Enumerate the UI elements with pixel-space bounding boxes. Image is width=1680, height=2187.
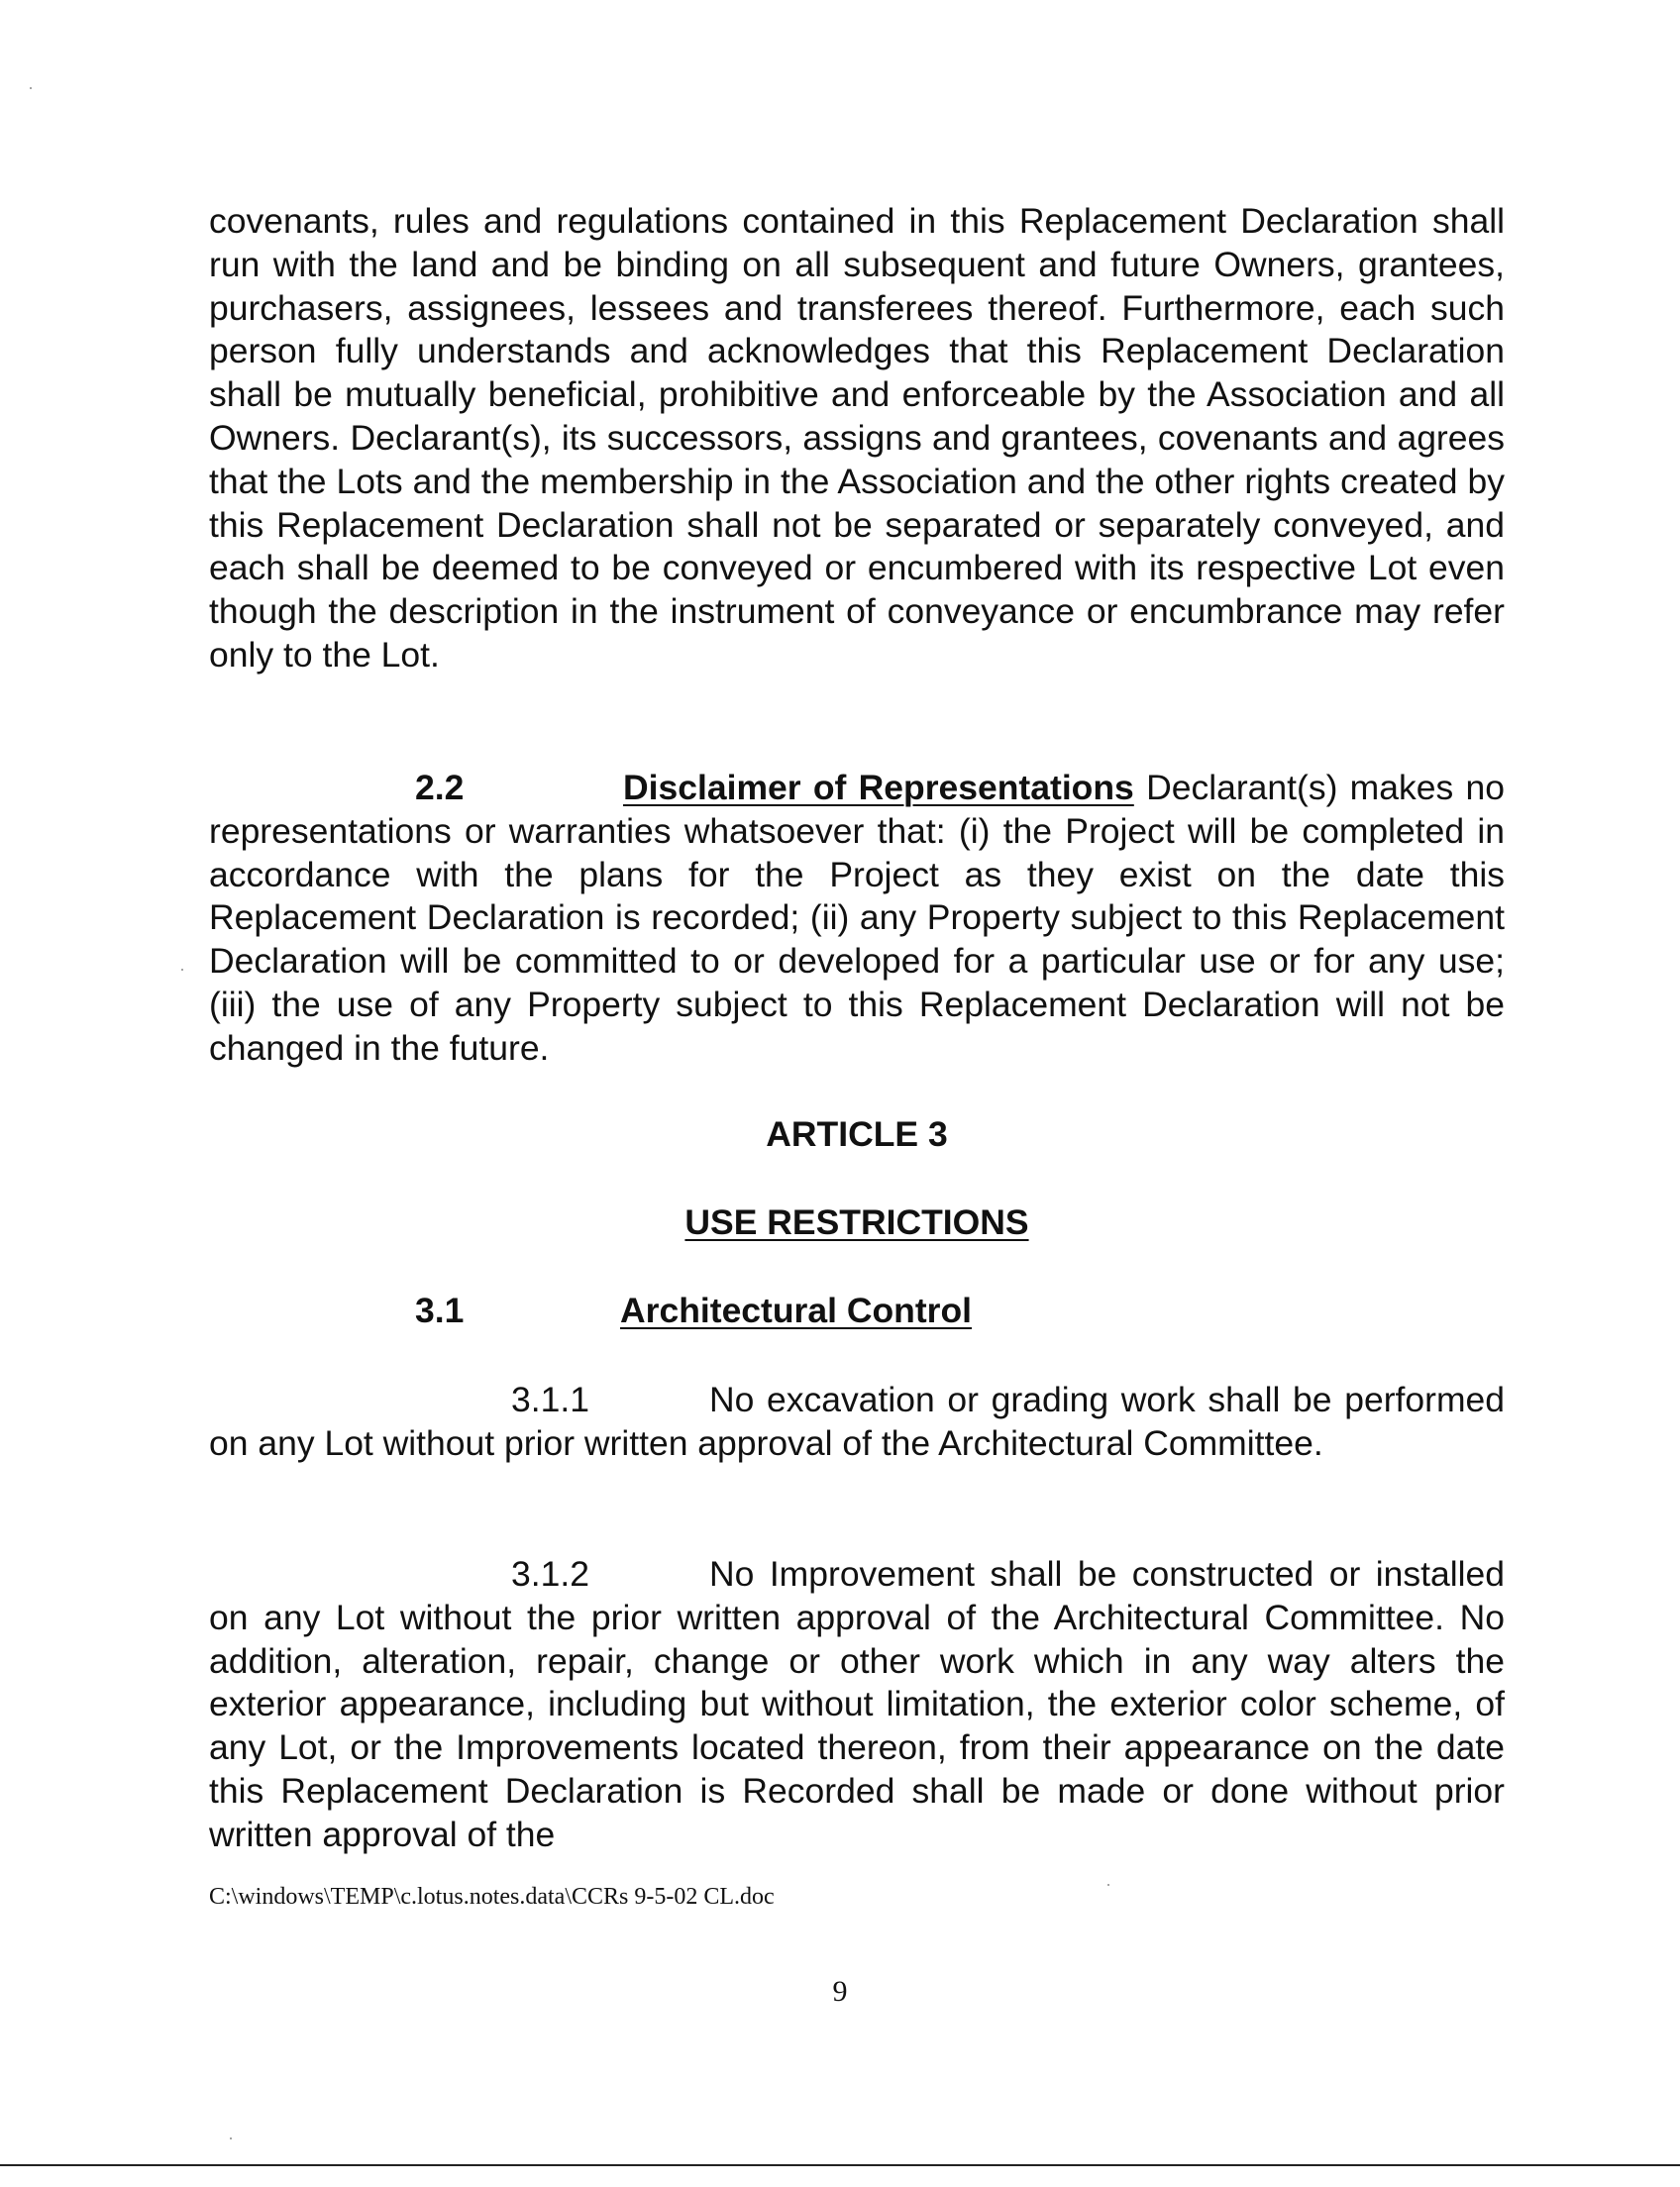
section-3-1-1-number: 3.1.1 [511,1380,589,1419]
footer-file-path: C:\windows\TEMP\c.lotus.notes.data\CCRs 9-5-02 CL.doc [209,1884,775,1910]
section-3-1-heading: Architectural Control [620,1291,973,1330]
section-2-2-paragraph [209,767,1505,1071]
section-3-1-2-text: No Improvement shall be constructed or installed on any Lot without the prior written approval of the Architectural Committee. No addition, alteration, repair, change or other work which in any way alters the exterior appearance, including but without limitation, the exterior color scheme, of any Lot, or the Improvements located thereon, from their appearance on the date this Replacement Declaration is Recorded shall be made or done without prior written approval of the [209,1554,1505,1854]
article-title: ARTICLE 3 [766,1114,948,1154]
scan-speck [1107,1884,1109,1886]
section-2-2-number: 2.2 [415,768,465,807]
scan-speck [181,969,183,971]
section-3-1-2-number: 3.1.2 [511,1554,589,1594]
section-3-1-2-paragraph [209,1553,1505,1857]
article-subtitle: USE RESTRICTIONS [684,1202,1029,1242]
section-3-1-heading-row [209,1290,1505,1333]
section-3-1-1-text: No excavation or grading work shall be performed on any Lot without prior written approval of the Architectural Committee. [209,1380,1505,1463]
section-3-1-number: 3.1 [415,1291,465,1330]
section-2-2-heading: Disclaimer of Representations [623,768,1134,807]
bottom-scan-edge [0,2164,1680,2166]
paragraph-covenants: covenants, rules and regulations contained in this Replacement Declaration shall run with the land and be binding on all subsequent and future Owners, grantees, purchasers, assignees, lessees and transferees thereof. Furthermore, each such person fully understands and acknowledges that this Replacement Declaration shall be mutually beneficial, prohibitive and enforceable by the Association and all Owners. Declarant(s), its successors, assigns and grantees, covenants and agrees that the Lots and the membership in the Association and the other rights created by this Replacement Declaration shall not be separated or separately conveyed, and each shall be deemed to be conveyed or encumbered with its respective Lot even though the description in the instrument of conveyance or encumbrance may refer only to the Lot. [209,201,1505,675]
page-number: 9 [832,1975,848,2008]
section-2-2-text: Declarant(s) makes no representations or warranties whatsoever that: (i) the Project will be completed in accordance with the plans for the Project as they exist on the date this Replacement Declaration is recorded; (ii) any Property subject to this Replacement Declaration will be committed to or developed for a particular use or for any use; (iii) the use of any Property subject to this Replacement Declaration will not be changed in the future. [209,768,1505,1068]
scan-speck [30,87,32,89]
scan-speck [230,2137,232,2139]
section-3-1-1-paragraph [209,1379,1505,1466]
